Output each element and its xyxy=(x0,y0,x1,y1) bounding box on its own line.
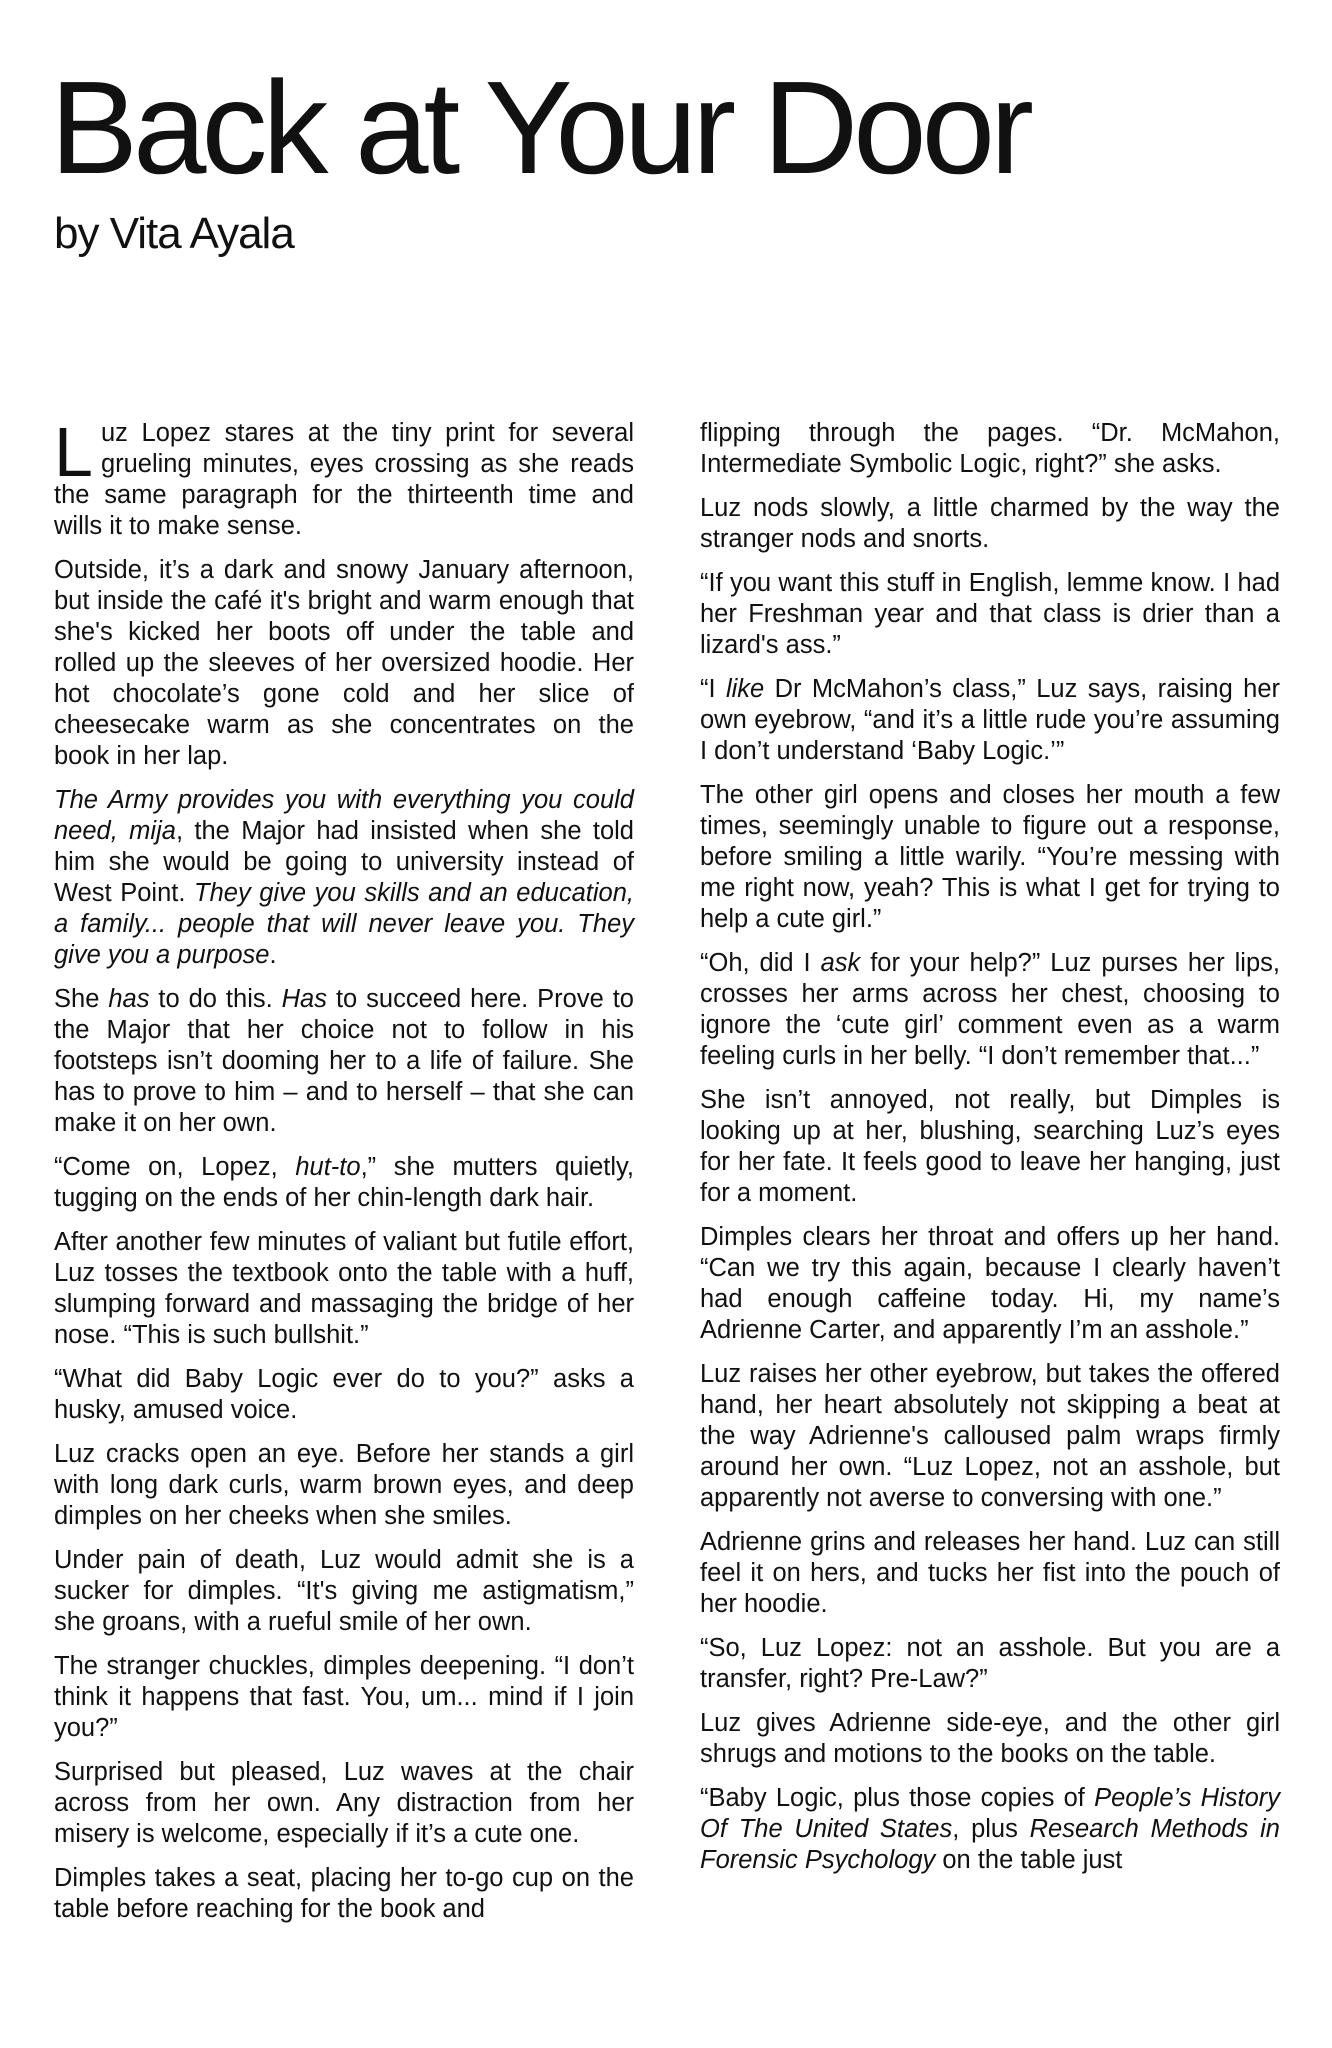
paragraph: flipping through the pages. “Dr. McMahon, Intermediate Symbolic Logic, right?” she asks. xyxy=(700,419,1280,478)
paragraph: “Come on, Lopez, hut-to,” she mutters quietly, tugging on the ends of her chin-length dark hair. xyxy=(54,1153,634,1212)
paragraph: “Baby Logic, plus those copies of People’s History Of The United States, plus Research Methods in Forensic Psychology on the table just xyxy=(700,1784,1281,1874)
paragraph: “If you want this stuff in English, lemme know. I had her Freshman year and that class is drier than a lizard's ass.” xyxy=(700,569,1280,659)
paragraph: Outside, it’s a dark and snowy January afternoon, but inside the café it's bright and warm enough that she's kicked her boots off under the table and rolled up the sleeves of her oversized hoodie. Her hot chocolate’s gone cold and her slice of cheesecake warm as she concentrates on the book in her lap. xyxy=(54,556,634,770)
left-column xyxy=(54,413,634,1938)
paragraph: Surprised but pleased, Luz waves at the chair across from her own. Any distraction from her misery is welcome, especially if it’s a cute one. xyxy=(54,1758,634,1848)
paragraph: Luz gives Adrienne side-eye, and the other girl shrugs and motions to the books on the table. xyxy=(700,1709,1280,1768)
right-column xyxy=(700,418,1280,1889)
drop-cap: L xyxy=(54,413,93,491)
paragraph: “What did Baby Logic ever do to you?” asks a husky, amused voice. xyxy=(54,1365,634,1424)
paragraph: Luz nods slowly, a little charmed by the way the stranger nods and snorts. xyxy=(700,494,1280,553)
paragraph: The other girl opens and closes her mouth a few times, seemingly unable to figure out a response, before smiling a little warily. “You’re messing with me right now, yeah? This is what I get for trying to help a cute girl.” xyxy=(700,781,1280,933)
paragraph: Dimples clears her throat and offers up her hand. “Can we try this again, because I clearly haven’t had enough caffeine today. Hi, my name’s Adrienne Carter, and apparently I’m an asshole.” xyxy=(700,1223,1280,1344)
paragraph: Adrienne grins and releases her hand. Luz can still feel it on hers, and tucks her fist into the pouch of her hoodie. xyxy=(700,1528,1280,1618)
paragraph: The Army provides you with everything you could need, mija, the Major had insisted when she told him she would be going to university instead of West Point. They give you skills and an education, a family... people that will never leave you. They give you a purpose. xyxy=(54,786,634,969)
paragraph: “I like Dr McMahon’s class,” Luz says, raising her own eyebrow, “and it’s a little rude you’re assuming I don’t understand ‘Baby Logic.’” xyxy=(700,675,1280,765)
paragraph: “So, Luz Lopez: not an asshole. But you are a transfer, right? Pre-Law?” xyxy=(700,1634,1280,1693)
paragraph: She has to do this. Has to succeed here. Prove to the Major that her choice not to follow in his footsteps isn’t dooming her to a life of failure. She has to prove to him – and to herself – that she can make it on her own. xyxy=(54,985,634,1137)
paragraph xyxy=(54,413,634,542)
paragraph: Under pain of death, Luz would admit she is a sucker for dimples. “It's giving me astigmatism,” she groans, with a rueful smile of her own. xyxy=(54,1546,634,1636)
paragraph: “Oh, did I ask for your help?” Luz purses her lips, crosses her arms across her chest, choosing to ignore the ‘cute girl’ comment even as a warm feeling curls in her belly. “I don’t remember that...” xyxy=(700,949,1280,1070)
paragraph: The stranger chuckles, dimples deepening. “I don’t think it happens that fast. You, um... mind if I join you?” xyxy=(54,1652,634,1742)
paragraph-text: uz Lopez stares at the tiny print for several grueling minutes, eyes crossing as she reads the same paragraph for the thirteenth time and wills it to make sense. xyxy=(54,419,634,540)
story-title: Back at Your Door xyxy=(50,54,1029,201)
paragraph: Dimples takes a seat, placing her to-go cup on the table before reaching for the book and xyxy=(54,1864,634,1923)
paragraph: After another few minutes of valiant but futile effort, Luz tosses the textbook onto the table with a huff, slumping forward and massaging the bridge of her nose. “This is such bullshit.” xyxy=(54,1228,634,1349)
paragraph: She isn’t annoyed, not really, but Dimples is looking up at her, blushing, searching Luz’s eyes for her fate. It feels good to leave her hanging, just for a moment. xyxy=(700,1086,1280,1207)
author-byline: by Vita Ayala xyxy=(54,209,294,258)
paragraph: Luz cracks open an eye. Before her stands a girl with long dark curls, warm brown eyes, and deep dimples on her cheeks when she smiles. xyxy=(54,1440,634,1530)
paragraph: Luz raises her other eyebrow, but takes the offered hand, her heart absolutely not skipping a beat at the way Adrienne's calloused palm wraps firmly around her own. “Luz Lopez, not an asshole, but apparently not averse to conversing with one.” xyxy=(700,1360,1280,1512)
